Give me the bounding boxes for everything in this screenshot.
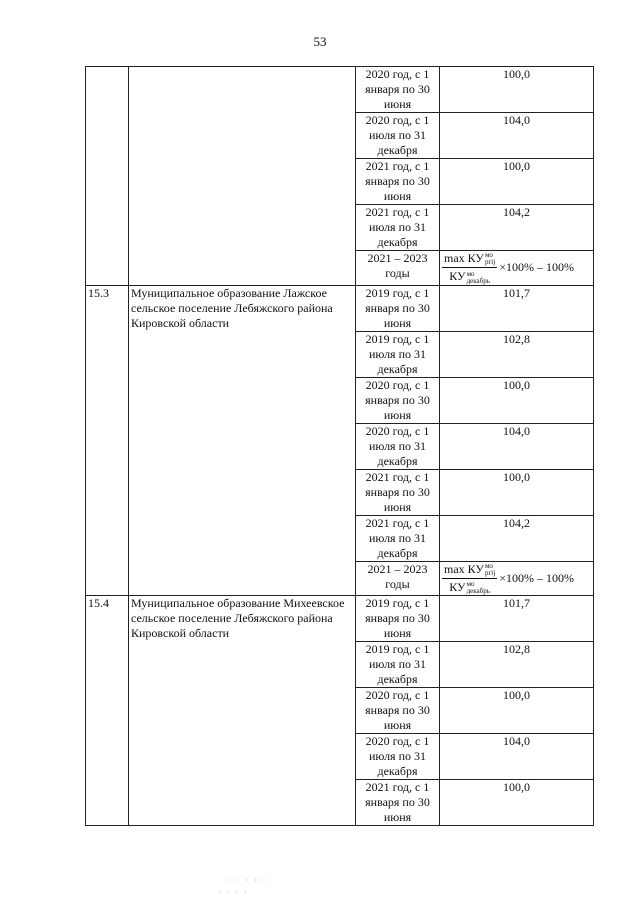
growth-formula	[442, 251, 591, 285]
index-value-cell: 101,7	[440, 596, 594, 642]
period-cell: 2019 год, с 1 января по 30 июня	[356, 285, 440, 331]
row-number-cell: 15.3	[86, 285, 129, 596]
table-row	[86, 67, 594, 113]
growth-formula	[442, 562, 591, 596]
index-value-cell: 102,8	[440, 642, 594, 688]
period-cell: 2020 год, с 1 января по 30 июня	[356, 67, 440, 113]
municipality-name-cell	[129, 67, 356, 286]
scan-noise: · · · · ·	[228, 876, 268, 885]
index-value-cell: 100,0	[440, 688, 594, 734]
table-row	[86, 596, 594, 642]
scan-noise: · · · ·	[218, 888, 249, 897]
index-value-cell: 100,0	[440, 377, 594, 423]
municipality-name-cell: Муниципальное образование Михеевское сельское поселение Лебяжского района Кировской области	[129, 596, 356, 826]
index-value-cell: 101,7	[440, 285, 594, 331]
period-cell: 2021 – 2023 годы	[356, 561, 440, 596]
period-cell: 2019 год, с 1 июля по 31 декабря	[356, 642, 440, 688]
formula-cell	[440, 561, 594, 596]
formula-numerator: max КУ мо ргіј	[444, 561, 496, 577]
index-value-cell: 100,0	[440, 67, 594, 113]
municipality-name-cell: Муниципальное образование Лажское сельское поселение Лебяжского района Кировской области	[129, 285, 356, 596]
index-value-cell: 100,0	[440, 780, 594, 826]
period-cell: 2019 год, с 1 января по 30 июня	[356, 596, 440, 642]
period-cell: 2021 год, с 1 января по 30 июня	[356, 780, 440, 826]
period-cell: 2021 год, с 1 января по 30 июня	[356, 469, 440, 515]
index-value-cell: 102,8	[440, 331, 594, 377]
period-cell: 2020 год, с 1 июля по 31 декабря	[356, 423, 440, 469]
row-number-cell	[86, 67, 129, 286]
period-cell: 2020 год, с 1 января по 30 июня	[356, 377, 440, 423]
index-value-cell: 100,0	[440, 159, 594, 205]
period-cell: 2020 год, с 1 июля по 31 декабря	[356, 734, 440, 780]
period-cell: 2021 год, с 1 июля по 31 декабря	[356, 515, 440, 561]
period-cell: 2021 год, с 1 июля по 31 декабря	[356, 205, 440, 251]
formula-fraction	[442, 251, 497, 285]
period-cell: 2021 – 2023 годы	[356, 251, 440, 286]
table-row	[86, 285, 594, 331]
formula-denominator: КУ мо декабрь	[449, 579, 490, 595]
row-number-cell: 15.4	[86, 596, 129, 826]
index-value-cell: 104,0	[440, 113, 594, 159]
period-cell: 2019 год, с 1 июля по 31 декабря	[356, 331, 440, 377]
formula-tail: ×100% – 100%	[499, 260, 574, 275]
index-value-cell: 104,0	[440, 734, 594, 780]
period-cell: 2020 год, с 1 января по 30 июня	[356, 688, 440, 734]
formula-tail: ×100% – 100%	[499, 570, 574, 585]
index-value-cell: 100,0	[440, 469, 594, 515]
period-cell: 2020 год, с 1 июля по 31 декабря	[356, 113, 440, 159]
index-value-cell: 104,2	[440, 205, 594, 251]
formula-numerator: max КУ мо ргіј	[444, 251, 496, 267]
index-value-cell: 104,2	[440, 515, 594, 561]
index-value-cell: 104,0	[440, 423, 594, 469]
formula-cell	[440, 251, 594, 286]
period-cell: 2021 год, с 1 января по 30 июня	[356, 159, 440, 205]
formula-fraction	[442, 562, 497, 596]
tariff-table	[85, 66, 594, 826]
formula-denominator: КУ мо декабрь	[449, 269, 490, 285]
page-number: 53	[313, 34, 327, 49]
